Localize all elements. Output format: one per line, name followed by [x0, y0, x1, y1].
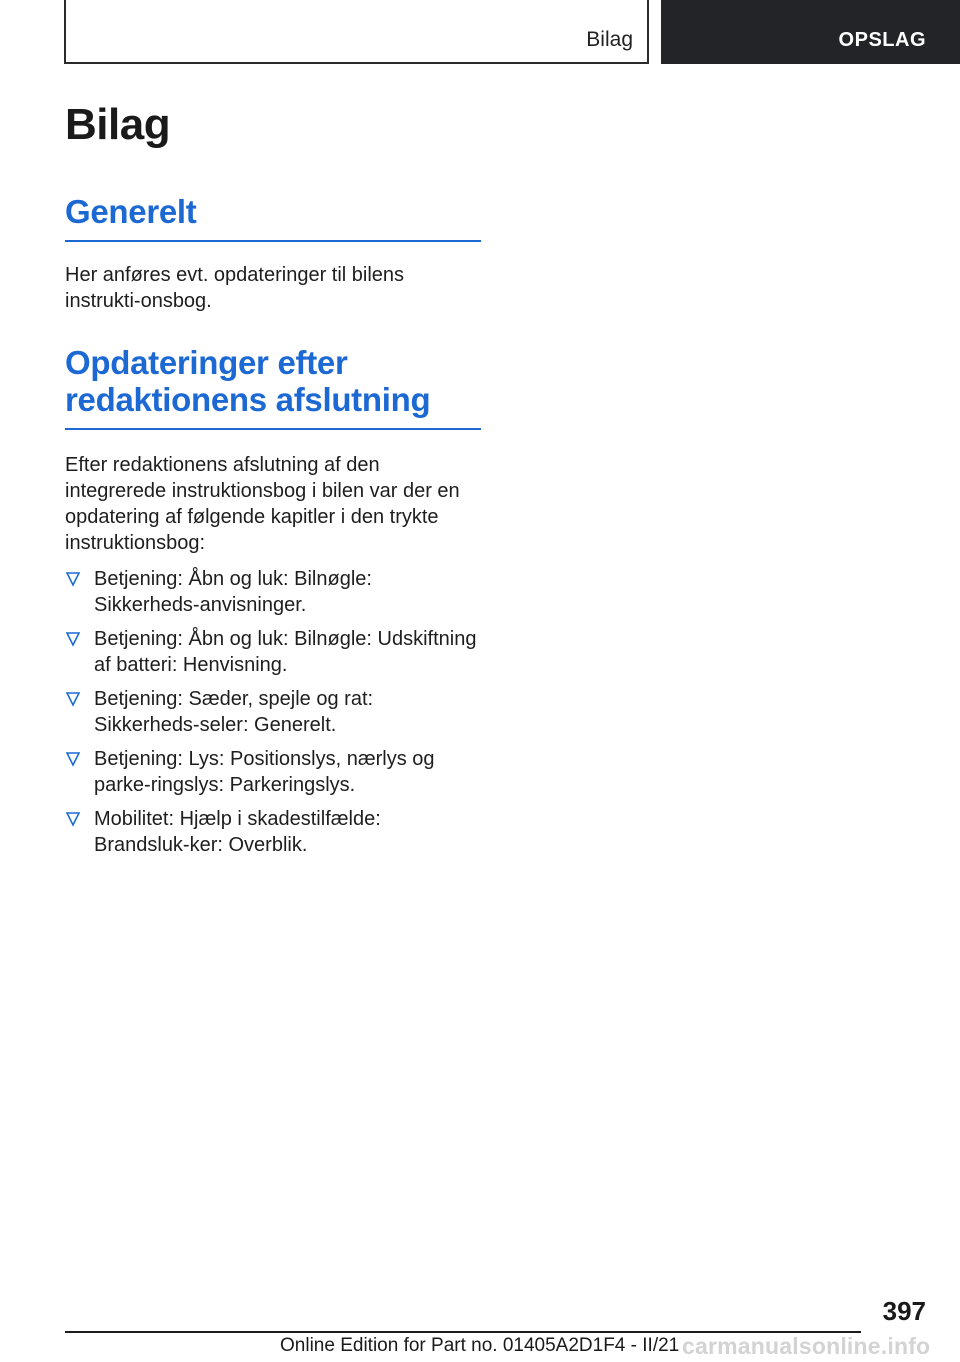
header-section-box: [64, 0, 649, 64]
section-heading-line-1: Opdateringer efter: [65, 344, 348, 381]
section-heading: [65, 344, 481, 418]
list-item: [65, 746, 481, 798]
list-item: [65, 626, 481, 678]
list-item: [65, 686, 481, 738]
section-opdateringer: [65, 344, 481, 866]
header-section-label: Bilag: [586, 28, 633, 51]
section-paragraph: Her anføres evt. opdateringer til bilens instrukti-onsbog.: [65, 264, 405, 312]
heading-rule: [65, 428, 481, 430]
footer-edition-text: Online Edition for Part no. 01405A2D1F4 - II/21: [280, 1335, 680, 1356]
page-title: Bilag: [65, 100, 171, 149]
triangle-bullet-icon: [66, 571, 80, 587]
page-number: 397: [882, 1296, 926, 1326]
list-item: [65, 806, 481, 858]
list-item: [65, 566, 481, 618]
section-heading-line-2: redaktionens afslutning: [65, 381, 431, 418]
list-item-text: Betjening: Sæder, spejle og rat: Sikkerheds-seler: Generelt.: [94, 688, 374, 736]
triangle-bullet-icon: [66, 811, 80, 827]
list-item-text: Betjening: Åbn og luk: Bilnøgle: Udskiftning af batteri: Henvisning.: [94, 628, 477, 676]
heading-rule: [65, 240, 481, 242]
header-opslag-tab[interactable]: [661, 0, 960, 64]
watermark-logo: carmanualsonline.info: [682, 1333, 931, 1359]
list-item-text: Betjening: Åbn og luk: Bilnøgle: Sikkerheds-anvisninger.: [94, 568, 372, 616]
triangle-bullet-icon: [66, 751, 80, 767]
triangle-bullet-icon: [66, 691, 80, 707]
chapter-list: [65, 566, 481, 858]
section-generelt: [65, 193, 481, 314]
header-tab-label: OPSLAG: [838, 29, 926, 51]
section-heading: Generelt: [65, 193, 197, 230]
list-item-text: Mobilitet: Hjælp i skadestilfælde: Brandsluk-ker: Overblik.: [94, 808, 381, 856]
list-item-text: Betjening: Lys: Positionslys, nærlys og parke-ringslys: Parkeringslys.: [94, 748, 435, 796]
section-paragraph: Efter redaktionens afslutning af den integrerede instruktionsbog i bilen var der en opdatering af følgende kapitler i den trykte instruktionsbog:: [65, 454, 460, 554]
triangle-bullet-icon: [66, 631, 80, 647]
